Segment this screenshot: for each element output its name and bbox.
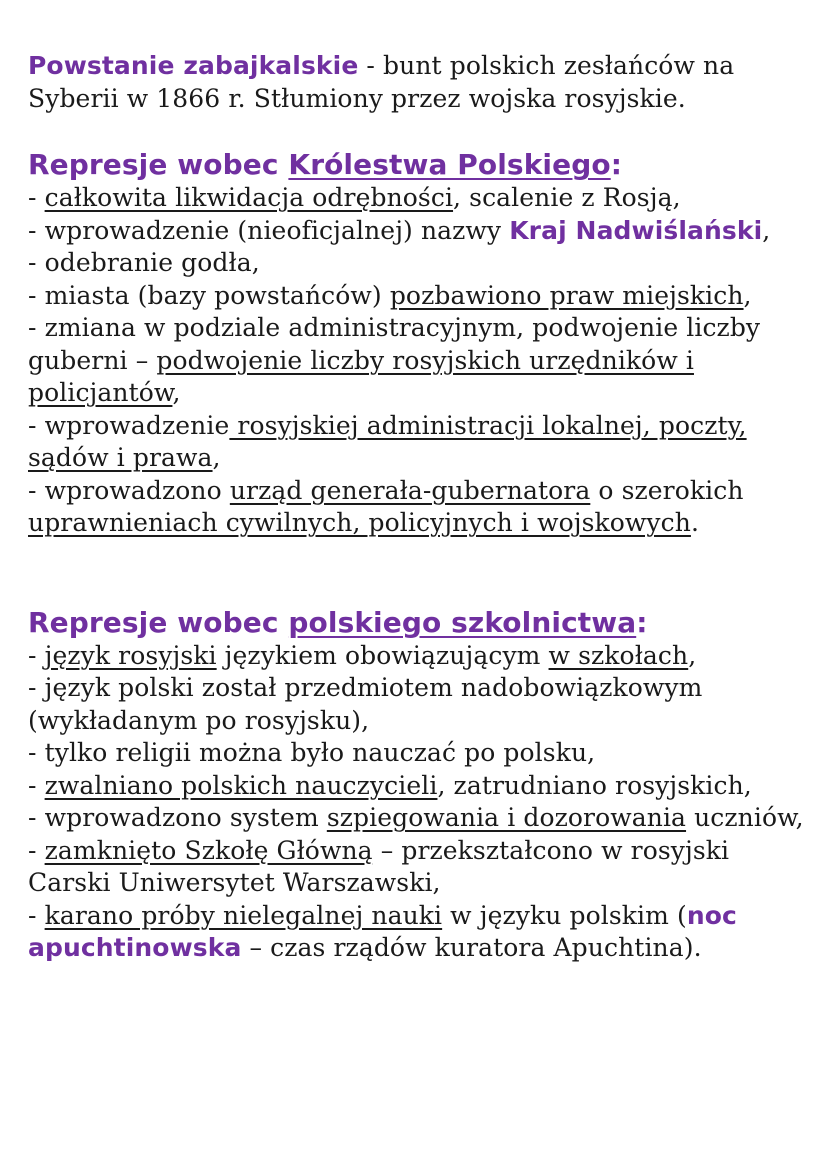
section2-item-6: - zamknięto Szkołę Główną – przekształcono w rosyjski Carski Uniwersytet Warszawski,	[28, 835, 730, 897]
intro-paragraph	[28, 50, 808, 115]
section1-item-1: - całkowita likwidacja odrębności, scalenie z Rosją,	[28, 183, 681, 212]
section2-item-1: - język rosyjski językiem obowiązującym w szkołach,	[28, 640, 697, 670]
section1-item-3: - odebranie godła,	[28, 248, 260, 277]
intro-text: - bunt polskich zesłańców na Syberii w 1866 r. Stłumiony przez wojska rosyjskie.	[28, 51, 735, 113]
section2-item-7: - karano próby nielegalnej nauki w języku polskim (noc apuchtinowska – czas rządów kuratora Apuchtina).	[28, 900, 737, 962]
section1-item-7: - wprowadzono urząd generała-gubernatora o szerokich uprawnieniach cywilnych, policyjnych i wojskowych.	[28, 475, 744, 537]
section2-item-2: - język polski został przedmiotem nadobowiązkowym (wykładanym po rosyjsku),	[28, 673, 703, 735]
intro-term: Powstanie zabajkalskie	[28, 51, 359, 80]
section2-heading-keyword: polskiego szkolnictwa	[288, 605, 637, 639]
section1-item-2: - wprowadzenie (nieoficjalnej) nazwy Kraj Nadwiślański,	[28, 215, 771, 245]
section2-item-5: - wprowadzono system szpiegowania i dozorowania uczniów,	[28, 803, 804, 832]
section1-heading	[28, 148, 808, 182]
section2-heading-colon: :	[636, 605, 648, 639]
section1-item-5: - zmiana w podziale administracyjnym, podwojenie liczby guberni – podwojenie liczby rosyjskich urzędników i policjantów,	[28, 313, 761, 407]
section1-item-4: - miasta (bazy powstańców) pozbawiono praw miejskich,	[28, 280, 752, 310]
document-page	[28, 50, 808, 965]
section1-heading-prefix: Represje wobec	[28, 148, 289, 181]
section1-heading-colon: :	[610, 148, 623, 181]
section2-heading-prefix: Represje wobec	[28, 605, 289, 639]
section2-item-4: - zwalniano polskich nauczycieli, zatrudniano rosyjskich,	[28, 770, 752, 800]
section2-item-3: - tylko religii można było nauczać po polsku,	[28, 738, 596, 767]
section1-item-6: - wprowadzenie rosyjskiej administracji lokalnej, poczty, sądów i prawa,	[28, 410, 747, 472]
section1-heading-keyword: Królestwa Polskiego	[288, 148, 611, 181]
section2-heading	[28, 606, 808, 640]
